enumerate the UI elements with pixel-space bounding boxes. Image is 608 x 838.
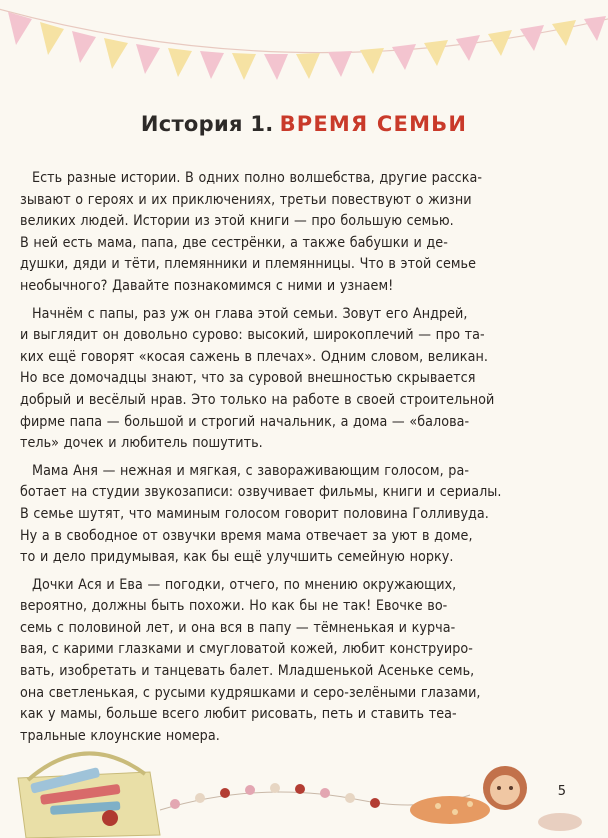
text-line: и выглядит он довольно сурово: высокий, широкоплечий — про та- [20,327,485,344]
story-text [20,168,588,747]
text-line: она светленькая, с русыми кудряшками и серо-зелёными глазами, [20,684,481,701]
text-line: необычного? Давайте познакомимся с ними и узнаем! [20,277,394,294]
title-prefix: История 1. [140,112,274,136]
text-line: Мама Аня — нежная и мягкая, с завораживающим голосом, ра- [32,462,469,479]
page-number: 5 [557,784,566,799]
text-line: зывают о героях и их приключениях, третьи повествуют о жизни [20,191,472,208]
text-line: семь с половиной лет, и она вся в папу — тёмненькая и курча- [20,619,456,636]
title-accent: ВРЕМЯ СЕМЬИ [279,112,468,136]
paragraph [20,575,588,748]
text-line: Есть разные истории. В одних полно волшебства, другие расска- [32,170,483,186]
text-line: то и дело придумывая, как бы ещё улучшить семейную норку. [20,549,454,566]
page-title [0,112,608,136]
text-line: вать, изобретать и танцевать балет. Младшенькой Асеньке семь, [20,663,475,680]
basket-icon [18,753,160,838]
paragraph [20,168,588,298]
doll-icon [410,766,582,831]
text-line: Но все домочадцы знают, что за суровой внешностью скрывается [20,370,476,387]
paragraph [20,461,588,569]
text-line: добрый и весёлый нрав. Это только на работе в своей строительной [20,391,495,408]
text-line: фирме папа — большой и строгий начальник, а дома — «балова- [20,413,470,430]
text-line: тральные клоунские номера. [20,727,220,744]
bunting-flags [8,12,606,80]
text-line: В семье шутят, что маминым голосом говорит половина Голливуда. [20,505,489,522]
paragraph [20,304,588,455]
text-line: вероятно, должны быть похожи. Но как бы не так! Евочке во- [20,598,448,615]
text-line: душки, дяди и тёти, племянники и племянницы. Что в этой семье [20,256,477,273]
bunting-garland [0,0,608,110]
text-line: тель» дочек и любитель пошутить. [20,435,263,452]
bottom-illustration [0,740,608,838]
text-line: великих людей. Истории из этой книги — про большую семью. [20,213,454,230]
text-line: ботает на студии звукозаписи: озвучивает фильмы, книги и сериалы. [20,484,502,501]
text-line: ких ещё говорят «косая сажень в плечах». Одним словом, великан. [20,348,488,365]
text-line: Дочки Ася и Ева — погодки, отчего, по мнению окружающих, [32,576,457,593]
text-line: Ну а в свободное от озвучки время мама отвечает за уют в доме, [20,527,473,544]
text-line: как у мамы, больше всего любит рисовать, петь и ставить теа- [20,706,457,723]
text-line: вая, с карими глазками и смугловатой кожей, любит конструиро- [20,641,473,658]
text-line: В ней есть мама, папа, две сестрёнки, а также бабушки и де- [20,234,448,251]
text-line: Начнём с папы, раз уж он глава этой семьи. Зовут его Андрей, [32,305,468,322]
